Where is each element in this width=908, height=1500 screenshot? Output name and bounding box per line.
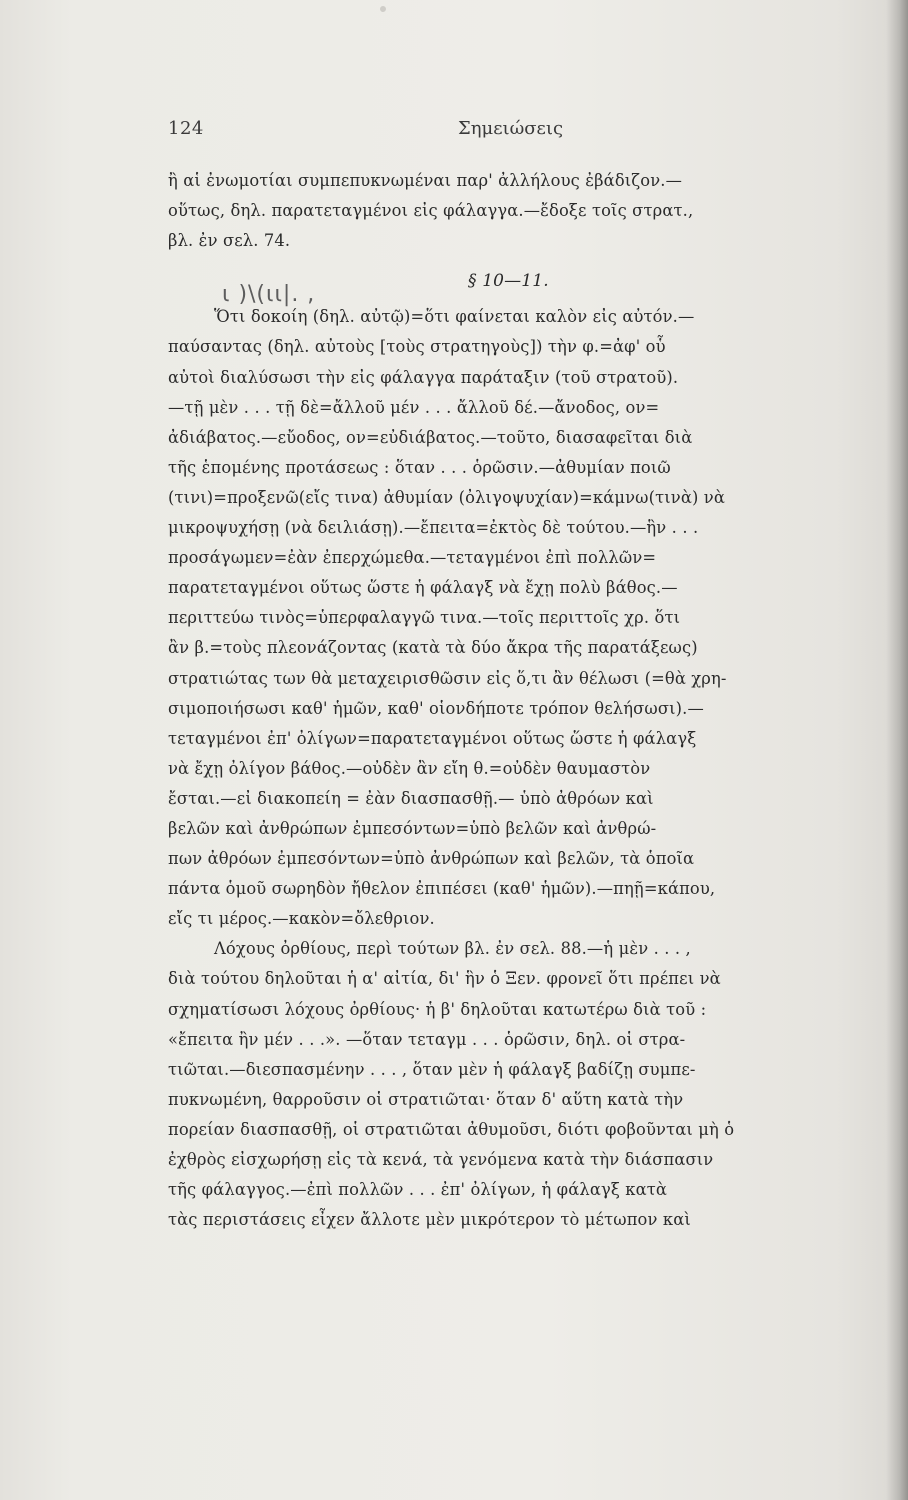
text-line: παρατεταγμένοι οὕτως ὥστε ἡ φάλαγξ νὰ ἔχῃ πολὺ βάθος.— (168, 578, 678, 598)
text-line: βελῶν καὶ ἀνθρώπων ἐμπεσόντων=ὑπὸ βελῶν καὶ ἀνθρώ- (168, 818, 657, 838)
text-line: βλ. ἐν σελ. 74. (168, 231, 291, 251)
section-heading: § 10—11. (468, 271, 549, 292)
text-line: οὕτως, δηλ. παρατεταγμένοι εἰς φάλαγγα.—ἔδοξε τοῖς στρατ., (168, 201, 694, 221)
text-line: ἔσται.—εἰ διακοπείη = ἐὰν διασπασθῇ.— ὑπὸ ἀθρόων καὶ (168, 788, 654, 808)
text-line: τῆς φάλαγγος.—ἐπὶ πολλῶν . . . ἐπ' ὀλίγων, ἡ φάλαγξ κατὰ (168, 1180, 668, 1200)
text-line: νὰ ἔχῃ ὀλίγον βάθος.—οὐδὲν ἂν εἴη θ.=οὐδὲν θαυμαστὸν (168, 758, 651, 778)
page-header (168, 118, 768, 148)
text-line: Λόχους ὀρθίους, περὶ τούτων βλ. ἐν σελ. 88.—ἡ μὲν . . . , (214, 939, 691, 959)
running-title: Σημειώσεις (458, 118, 564, 139)
text-line: προσάγωμεν=ἐὰν ἐπερχώμεθα.—τεταγμένοι ἐπὶ πολλῶν= (168, 548, 657, 568)
text-line: σχηματίσωσι λόχους ὀρθίους· ἡ β' δηλοῦται κατωτέρω διὰ τοῦ : (168, 999, 707, 1019)
text-line: τεταγμένοι ἐπ' ὀλίγων=παρατεταγμένοι οὕτως ὥστε ἡ φάλαγξ (168, 728, 697, 748)
page-edge-shadow (886, 0, 908, 1500)
text-line: ἂν β.=τοὺς πλεονάζοντας (κατὰ τὰ δύο ἄκρα τῆς παρατάξεως) (168, 638, 698, 658)
ink-marks: ι )\(ιι|. , (222, 282, 316, 307)
text-line: τὰς περιστάσεις εἶχεν ἄλλοτε μὲν μικρότερον τὸ μέτωπον καὶ (168, 1210, 691, 1230)
text-line: ἐχθρὸς εἰσχωρήσῃ εἰς τὰ κενά, τὰ γενόμενα κατὰ τὴν διάσπασιν (168, 1150, 714, 1169)
text-line: εἴς τι μέρος.—κακὸν=ὄλεθριον. (168, 909, 435, 929)
text-line: τῆς ἑπομένης προτάσεως : ὅταν . . . ὁρῶσιν.—ἀθυμίαν ποιῶ (168, 457, 671, 477)
paper-spot (380, 6, 386, 12)
note-lines (168, 302, 880, 1235)
text-line: —τῇ μὲν . . . τῇ δὲ=ἄλλοῦ μέν . . . ἄλλοῦ δέ.—ἄνοδος, ον= (168, 397, 660, 417)
text-line: πων ἀθρόων ἐμπεσόντων=ὑπὸ ἀνθρώπων καὶ βελῶν, τὰ ὁποῖα (168, 849, 695, 869)
text-line: Ὅτι δοκοίη (δηλ. αὐτῷ)=ὅτι φαίνεται καλὸν εἰς αὐτόν.— (214, 307, 695, 327)
text-line: «ἔπειτα ἢν μέν . . .». —ὅταν τεταγμ . . . ὁρῶσιν, δηλ. οἱ στρα- (168, 1029, 686, 1049)
text-line: διὰ τούτου δηλοῦται ἡ α' αἰτία, δι' ἣν ὁ Ξεν. φρονεῖ ὅτι πρέπει νὰ (168, 969, 721, 989)
body-text (168, 166, 880, 1235)
text-line: στρατιώτας των θὰ μεταχειρισθῶσιν εἰς ὅ,τι ἂν θέλωσι (=θὰ χρη- (168, 668, 727, 688)
page-number: 124 (168, 118, 204, 139)
text-line: ἢ αἱ ἐνωμοτίαι συμπεπυκνωμέναι παρ' ἀλλήλους ἐβάδιζον.— (168, 171, 683, 190)
text-line: πορείαν διασπασθῇ, οἱ στρατιῶται ἀθυμοῦσι, διότι φοβοῦνται μὴ ὁ (168, 1119, 735, 1139)
text-line: περιττεύω τινὸς=ὑπερφαλαγγῶ τινα.—τοῖς περιττοῖς χρ. ὅτι (168, 608, 681, 628)
text-line: (τινι)=προξενῶ(εἴς τινα) ἀθυμίαν (ὀλιγοψυχίαν)=κάμνω(τινὰ) νὰ (168, 487, 725, 507)
text-line: μικροψυχήσῃ (νὰ δειλιάσῃ).—ἔπειτα=ἐκτὸς δὲ τούτου.—ἣν . . . (168, 518, 699, 538)
text-line: πάντα ὁμοῦ σωρηδὸν ἤθελον ἐπιπέσει (καθ' ἡμῶν).—πηῇ=κάπου, (168, 879, 716, 899)
text-line: παύσαντας (δηλ. αὐτοὺς [τοὺς στρατηγοὺς]) τὴν φ.=ἀφ' οὗ (168, 337, 666, 357)
text-line: ἀδιάβατος.—εὔοδος, ον=εὐδιάβατος.—τοῦτο, διασαφεῖται διὰ (168, 427, 693, 447)
text-line: τιῶται.—διεσπασμένην . . . , ὅταν μὲν ἡ φάλαγξ βαδίζῃ συμπε- (168, 1059, 696, 1079)
text-line: σιμοποιήσωσι καθ' ἡμῶν, καθ' οἱονδήποτε τρόπον θελήσωσι).— (168, 698, 704, 718)
text-line: αὐτοὶ διαλύσωσι τὴν εἰς φάλαγγα παράταξιν (τοῦ στρατοῦ). (168, 367, 679, 387)
text-line: πυκνωμένη, θαρροῦσιν οἱ στρατιῶται· ὅταν δ' αὕτη κατὰ τὴν (168, 1089, 684, 1109)
